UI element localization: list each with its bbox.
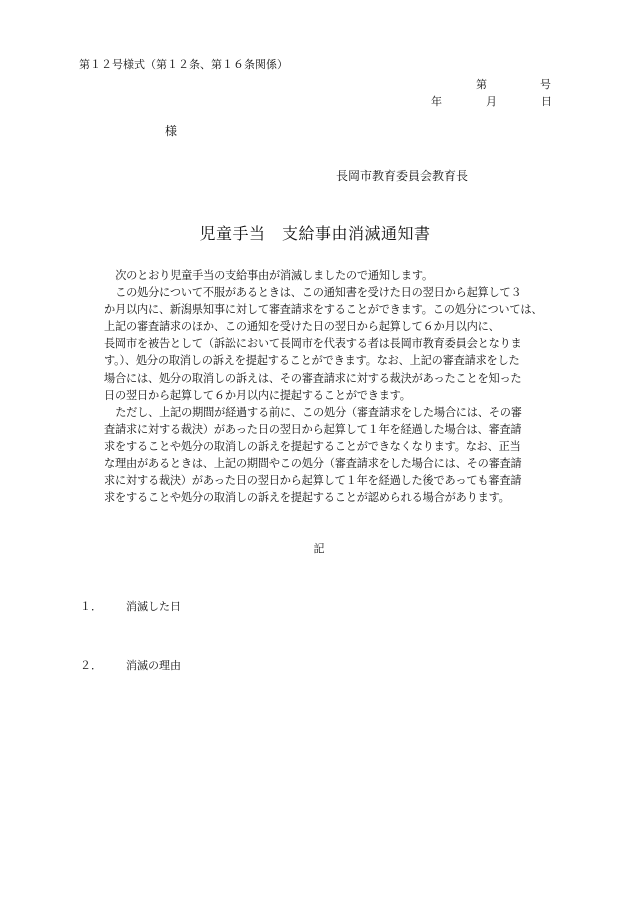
- body-paragraph-3: ただし、上記の期間が経過する前に、この処分（審査請求をした場合には、その審 査請求に対する裁決）があった日の翌日から起算して１年を経過した場合は、審査請 求をすることや処分の取消しの訴えを提起することができなくなります。なお、正当 な理由があるときは、上記の期間やこの処分（審査請求をした場合には、その審査請 求に対する裁決）があった日の翌日から起算して１年を経過した後であっても審査請 求をすることや処分の取消しの訴えを提起することが認められる場合があります。: [104, 405, 522, 505]
- addressee-honorific: 様: [165, 124, 178, 138]
- document-number-suffix: 号: [540, 78, 551, 91]
- item-number-2: ２．: [80, 659, 102, 672]
- document-title: 児童手当 支給事由消滅通知書: [199, 224, 431, 243]
- item-label-2: 消滅の理由: [126, 659, 181, 672]
- date-month: 月: [486, 95, 497, 108]
- notes-heading: 記: [313, 542, 325, 555]
- item-number-1: １．: [80, 600, 102, 613]
- body-paragraph-1: 次のとおり児童手当の支給事由が消滅しましたので通知します。: [115, 269, 433, 282]
- body-paragraph-2: この処分について不服があるときは、この通知書を受けた日の翌日から起算して３ か月以内に、新潟県知事に対して審査請求をすることができます。この処分については、上記の審査請求のほか、この通知を受けた日の翌日から起算して６か月以内に、 長岡市を被告として（訴訟において長岡市を代表する者は長岡市教育委員会となりま す。）、処分の取消しの訴えを提起することができます。なお、上記の審査請求をした 場合には、処分の取消しの訴えは、その審査請求に対する裁決があったことを知った 日の翌日から起算して６か月以内に提起することができます。: [104, 286, 543, 402]
- date-day: 日: [541, 95, 552, 108]
- document-number-prefix: 第: [476, 78, 487, 91]
- body-text: [104, 267, 552, 506]
- date-year: 年: [431, 95, 442, 108]
- issuer-name: 長岡市教育委員会教育長: [336, 169, 469, 183]
- form-number: 第１２号様式（第１２条、第１６条関係）: [79, 58, 288, 71]
- item-label-1: 消滅した日: [126, 600, 181, 613]
